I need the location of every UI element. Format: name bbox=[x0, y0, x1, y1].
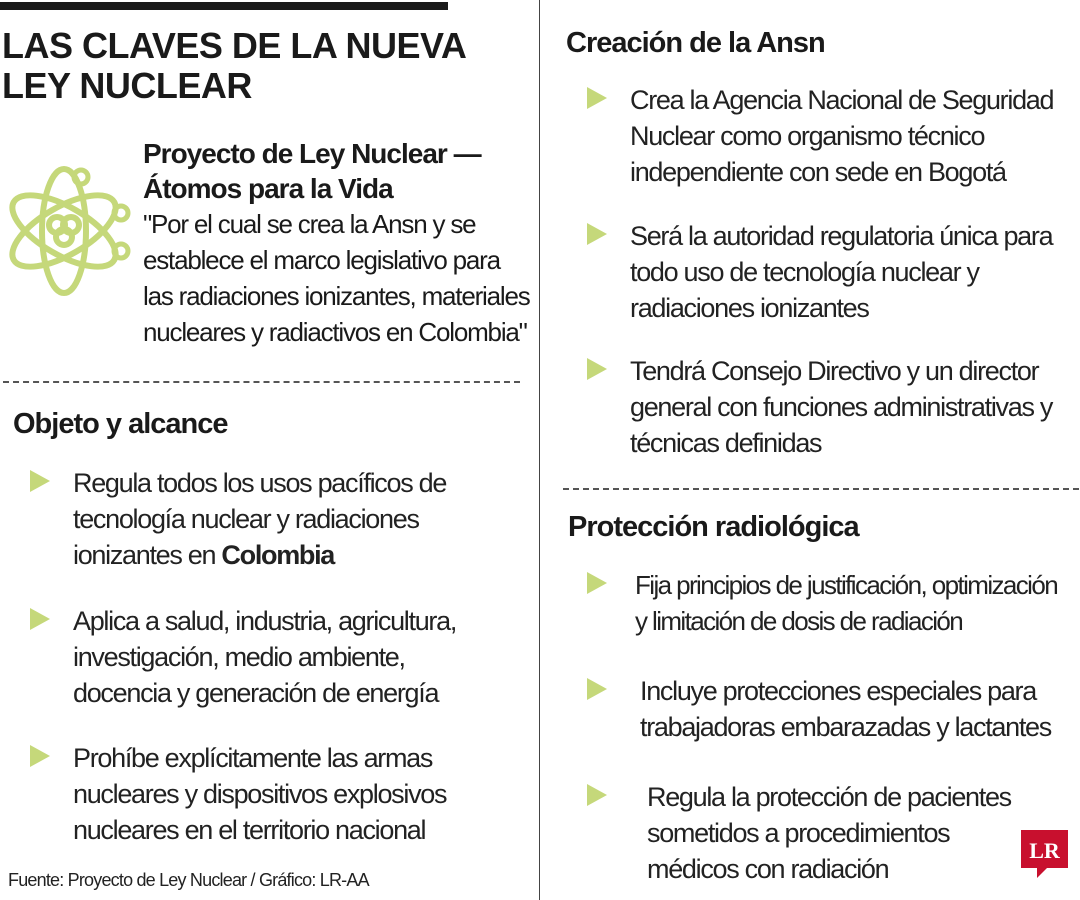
triangle-bullet-icon bbox=[587, 223, 607, 245]
triangle-bullet-icon bbox=[587, 572, 607, 594]
source-credit: Fuente: Proyecto de Ley Nuclear / Gráfico: LR-AA bbox=[8, 870, 369, 890]
triangle-bullet-icon bbox=[30, 745, 50, 767]
bullet-objeto-3: Prohíbe explícitamente las armas nucleares y dispositivos explosivos nucleares en el territorio nacional bbox=[30, 740, 530, 848]
triangle-bullet-icon bbox=[587, 784, 607, 806]
lr-logo-icon bbox=[1021, 830, 1068, 878]
bullet-creacion-3: Tendrá Consejo Directivo y un director general con funciones administrativas y técnicas definidas bbox=[587, 353, 1077, 461]
project-description: "Por el cual se crea la Ansn y se establece el marco legislativo para las radiaciones ionizantes, materiales nucleares y radiactivos en Colombia" bbox=[143, 209, 530, 347]
triangle-bullet-icon bbox=[30, 608, 50, 630]
project-title: Proyecto de Ley Nuclear — Átomos para la Vida bbox=[143, 138, 481, 204]
triangle-bullet-icon bbox=[587, 358, 607, 380]
dashed-divider-left bbox=[3, 381, 520, 383]
column-divider bbox=[539, 0, 540, 900]
bullet-creacion-1: Crea la Agencia Nacional de Seguridad Nuclear como organismo técnico independiente con sede en Bogotá bbox=[587, 82, 1077, 190]
triangle-bullet-icon bbox=[587, 87, 607, 109]
section-title-creacion: Creación de la Ansn bbox=[566, 27, 825, 59]
bullet-proteccion-3: Regula la protección de pacientes sometidos a procedimientos médicos con radiación bbox=[587, 779, 1027, 887]
dashed-divider-right bbox=[563, 488, 1079, 490]
svg-text:LR: LR bbox=[1029, 838, 1060, 863]
triangle-bullet-icon bbox=[30, 470, 50, 492]
section-title-proteccion: Protección radiológica bbox=[568, 511, 859, 543]
section-title-objeto: Objeto y alcance bbox=[13, 408, 228, 440]
bullet-proteccion-1: Fija principios de justificación, optimización y limitación de dosis de radiación bbox=[587, 567, 1079, 639]
bullet-objeto-1: Regula todos los usos pacíficos de tecnología nuclear y radiaciones ionizantes en Colombia bbox=[30, 465, 530, 573]
bullet-creacion-2: Será la autoridad regulatoria única para todo uso de tecnología nuclear y radiaciones ionizantes bbox=[587, 218, 1077, 326]
bullet-objeto-2: Aplica a salud, industria, agricultura, investigación, medio ambiente, docencia y generación de energía bbox=[30, 603, 530, 711]
top-bar bbox=[0, 2, 448, 10]
triangle-bullet-icon bbox=[587, 678, 607, 700]
bullet-proteccion-2: Incluye protecciones especiales para trabajadoras embarazadas y lactantes bbox=[587, 673, 1077, 745]
page-title: LAS CLAVES DE LA NUEVA LEY NUCLEAR bbox=[2, 25, 467, 106]
atom-icon bbox=[2, 155, 134, 300]
